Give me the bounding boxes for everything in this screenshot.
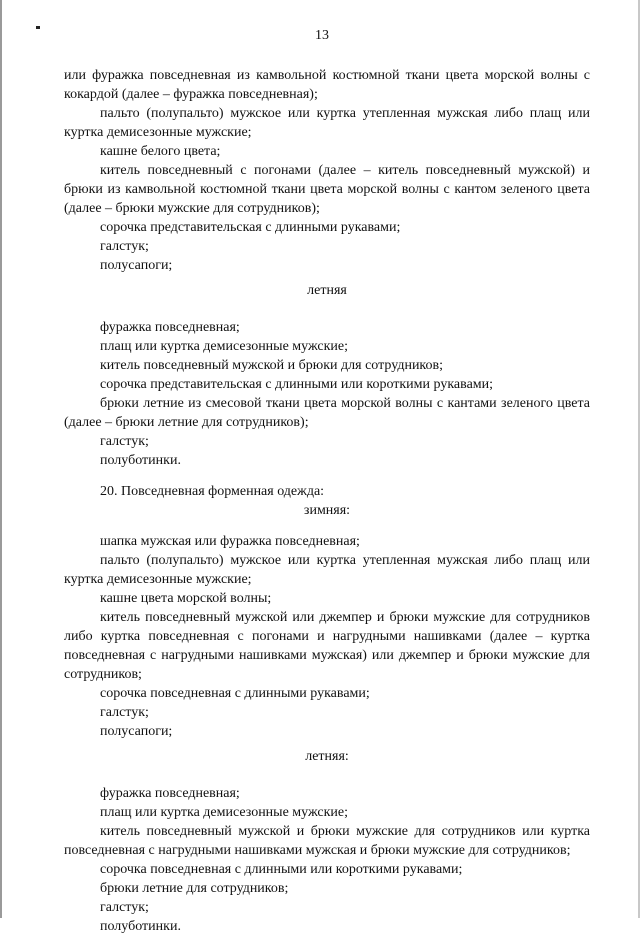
heading-winter: зимняя: [303, 503, 351, 518]
summer2-item: полуботинки. [100, 919, 181, 934]
summer2-item: фуражка повседневная; [100, 786, 240, 801]
summer2-item: китель повседневный мужской и брюки мужские для сотрудников или куртка повседневная с нагрудными нашивками мужская и брюки мужские для сотрудников; [64, 824, 590, 858]
heading-summer: летняя [307, 283, 347, 298]
summer-item: сорочка представительская с длинными или короткими рукавами; [100, 377, 494, 392]
paragraph-coat: пальто (полупальто) мужское или куртка утепленная мужская либо плащ или куртка демисезонные мужские; [64, 106, 590, 140]
summer2-item: галстук; [100, 900, 149, 915]
paragraph-jacket: китель повседневный с погонами (далее – китель повседневный мужской) и брюки из камвольной костюмной ткани цвета морской волны с кантом зеленого цвета (далее – брюки мужские для сотрудников); [64, 163, 590, 216]
summer-item: китель повседневный мужской и брюки для сотрудников; [100, 358, 444, 373]
summer-item: брюки летние из смесовой ткани цвета морской волны с кантами зеленого цвета (далее – брюки летние для сотрудников); [64, 396, 590, 430]
winter-item: кашне цвета морской волны; [100, 591, 272, 606]
summer-item: галстук; [100, 434, 149, 449]
document-body [64, 66, 590, 936]
winter-item: шапка мужская или фуражка повседневная; [100, 534, 360, 549]
page-number: 13 [315, 28, 329, 43]
winter-item: сорочка повседневная с длинными рукавами; [100, 686, 370, 701]
paragraph-scarf: кашне белого цвета; [100, 144, 221, 159]
paragraph-shirt: сорочка представительская с длинными рукавами; [100, 220, 401, 235]
summer-item: полуботинки. [100, 453, 181, 468]
summer2-item: брюки летние для сотрудников; [100, 881, 289, 896]
paragraph-cap-continued: или фуражка повседневная из камвольной костюмной ткани цвета морской волны с кокардой (далее – фуражка повседневная); [64, 68, 590, 102]
winter-item: полусапоги; [100, 724, 173, 739]
summer-item: фуражка повседневная; [100, 320, 240, 335]
paragraph-tie: галстук; [100, 239, 149, 254]
section-heading-20: 20. Повседневная форменная одежда: [100, 484, 325, 499]
winter-item: пальто (полупальто) мужское или куртка утепленная мужская либо плащ или куртка демисезонные мужские; [64, 553, 590, 587]
paragraph-boots: полусапоги; [100, 258, 173, 273]
summer-item: плащ или куртка демисезонные мужские; [100, 339, 349, 354]
heading-summer-2: летняя: [305, 749, 349, 764]
summer2-item: сорочка повседневная с длинными или короткими рукавами; [100, 862, 463, 877]
summer2-item: плащ или куртка демисезонные мужские; [100, 805, 349, 820]
winter-item: галстук; [100, 705, 149, 720]
winter-item: китель повседневный мужской или джемпер и брюки мужские для сотрудников либо куртка повседневная с погонами и нагрудными нашивками (далее – куртка повседневная с нагрудными нашивками мужская) или джемпер и брюки мужские для сотрудников; [64, 610, 590, 682]
